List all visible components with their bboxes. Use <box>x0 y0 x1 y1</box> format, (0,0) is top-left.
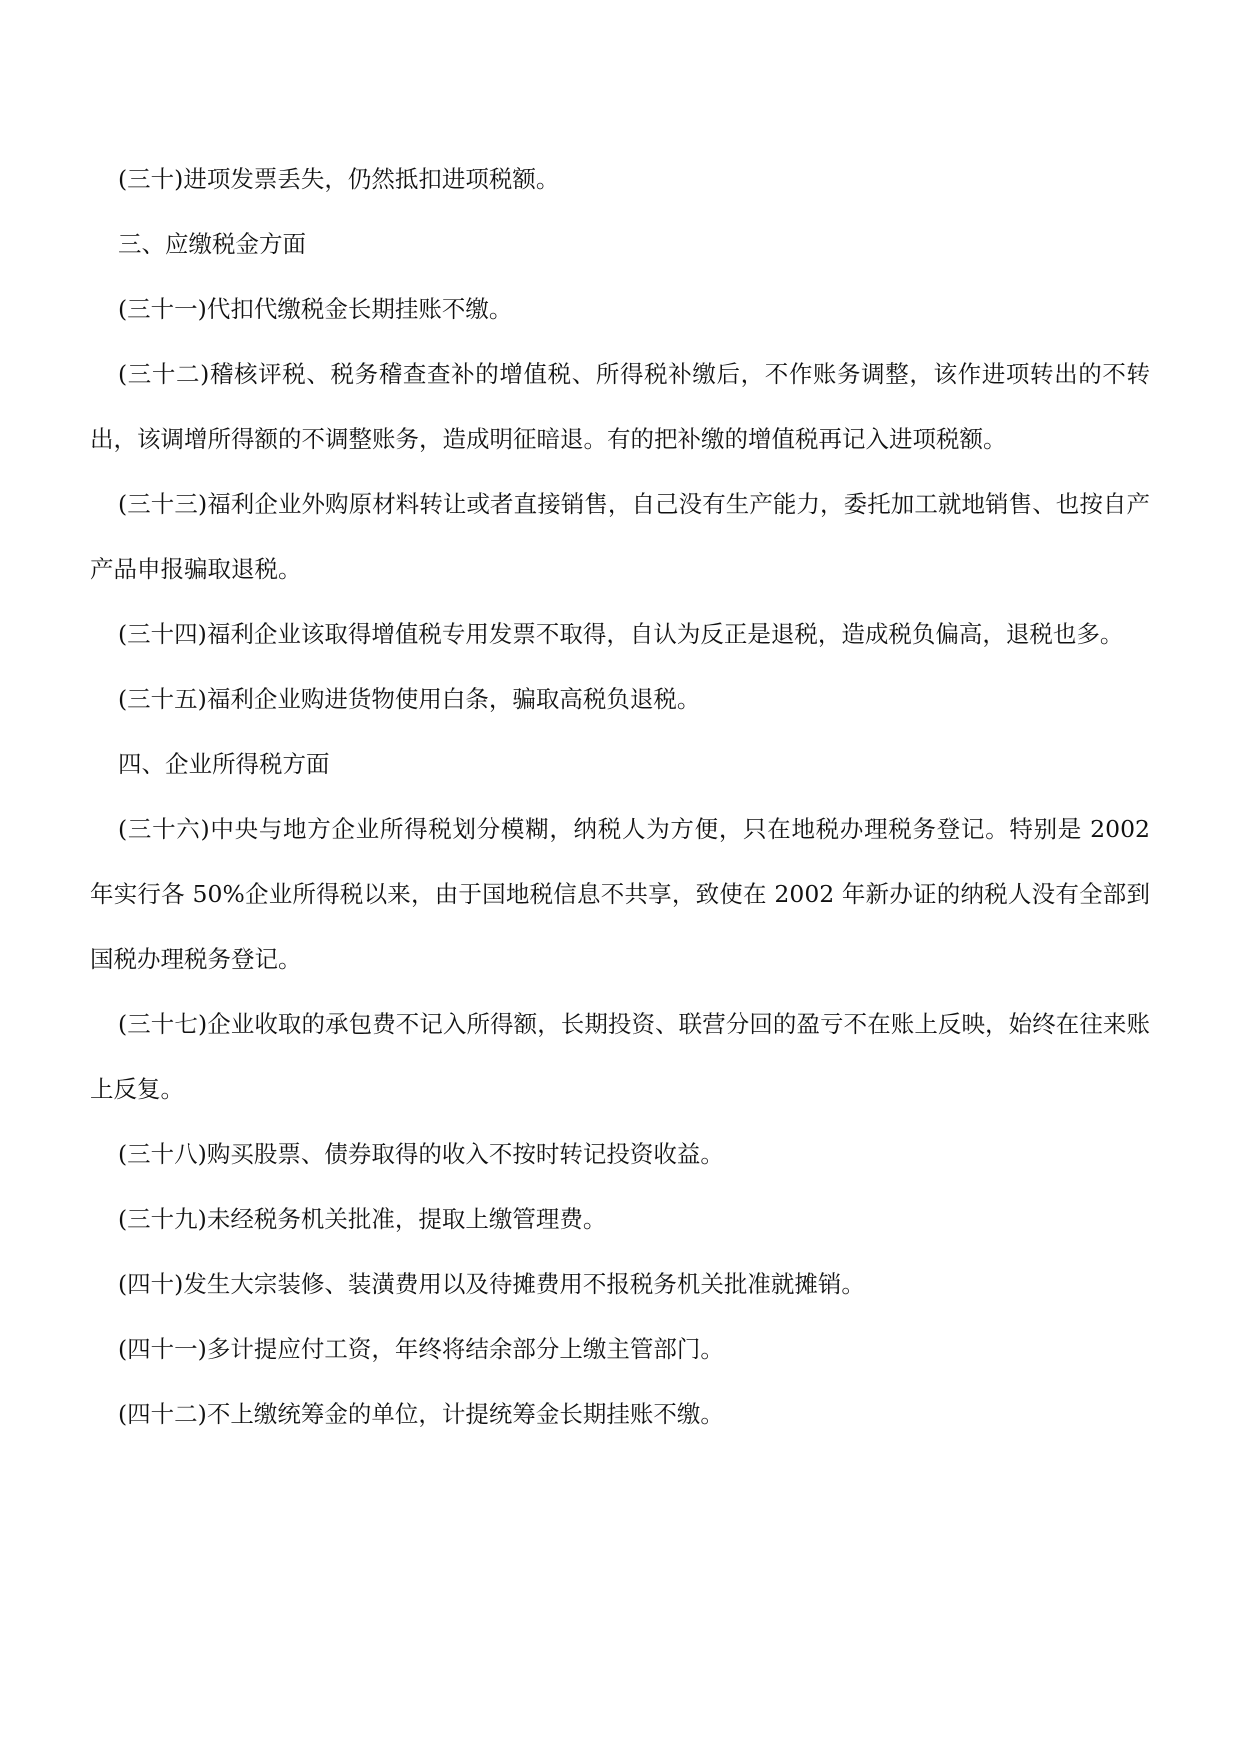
paragraph-30: (三十)进项发票丢失，仍然抵扣进项税额。 <box>118 165 560 193</box>
paragraph-34: (三十四)福利企业该取得增值税专用发票不取得，自认为反正是退税，造成税负偏高，退税也多。 <box>118 620 1124 648</box>
paragraph-39: (三十九)未经税务机关批准，提取上缴管理费。 <box>118 1205 607 1233</box>
paragraph-38: (三十八)购买股票、债券取得的收入不按时转记投资收益。 <box>118 1140 724 1168</box>
paragraph-41: (四十一)多计提应付工资，年终将结余部分上缴主管部门。 <box>118 1335 724 1363</box>
paragraph-40: (四十)发生大宗装修、装潢费用以及待摊费用不报税务机关批准就摊销。 <box>118 1270 865 1298</box>
document-page <box>90 147 1150 1447</box>
paragraph-37: (三十七)企业收取的承包费不记入所得额，长期投资、联营分回的盈亏不在账上反映，始终在往来账上反复。 <box>90 1010 1150 1103</box>
section-heading-3: 三、应缴税金方面 <box>118 230 306 258</box>
paragraph-32: (三十二)稽核评税、税务稽查查补的增值税、所得税补缴后，不作账务调整，该作进项转出的不转出，该调增所得额的不调整账务，造成明征暗退。有的把补缴的增值税再记入进项税额。 <box>90 360 1150 453</box>
section-heading-4: 四、企业所得税方面 <box>118 750 330 778</box>
paragraph-42: (四十二)不上缴统筹金的单位，计提统筹金长期挂账不缴。 <box>118 1400 724 1428</box>
paragraph-35: (三十五)福利企业购进货物使用白条，骗取高税负退税。 <box>118 685 701 713</box>
paragraph-31: (三十一)代扣代缴税金长期挂账不缴。 <box>118 295 513 323</box>
paragraph-33: (三十三)福利企业外购原材料转让或者直接销售，自己没有生产能力，委托加工就地销售、也按自产产品申报骗取退税。 <box>90 490 1150 583</box>
paragraph-36: (三十六)中央与地方企业所得税划分模糊，纳税人为方便，只在地税办理税务登记。特别是 2002 年实行各 50%企业所得税以来，由于国地税信息不共享，致使在 2002 年新办证的纳税人没有全部到国税办理税务登记。 <box>90 815 1150 973</box>
